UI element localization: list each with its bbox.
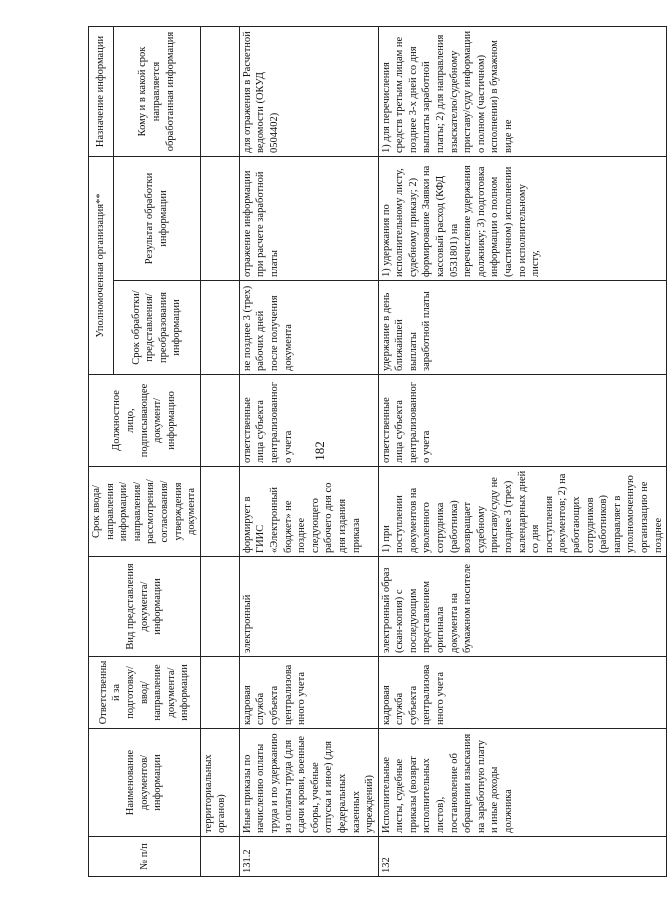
cell-num: 131.2: [239, 837, 378, 877]
documents-table: [88, 26, 667, 877]
cell-responsible: кадровая служба субъекта централизованного учета: [239, 657, 378, 729]
cell-official: ответственные лица субъекта централизованного учета: [378, 375, 666, 467]
cell-deadline: 1) при поступлении документов на уволенного сотрудника (работника) возвращает судебному приставу/суду не позднее 3 (трех) календарных дней со дня поступления документов; 2) на работающих сотрудников (работников) направляет в уполномоченную организацию не позднее: [378, 467, 666, 557]
cell-official: ответственные лица субъекта централизованного учета: [239, 375, 378, 467]
cell-purpose-to: 1) для перечисления средств третьим лицам не позднее 3-х дней со дня выплаты заработной платы; 2) для направления взыскателю/судебному приставу/суду информации о полном (частичном) исполнении) в бумажном виде не: [378, 27, 666, 157]
table-row: [239, 27, 378, 877]
cell-org-term: не позднее 3 (трех) рабочих дней после получения документа: [239, 281, 378, 375]
header-org-term: Срок обработки/ представления/ преобразования информации: [114, 281, 201, 375]
header-purpose-group: Назначение информации: [89, 27, 114, 157]
cell-num: 132: [378, 837, 666, 877]
header-row-1: [89, 27, 114, 877]
cell-view: электронный: [239, 557, 378, 657]
cell-view: электронный образ (скан-копия) с последующим представлением оригинала документа на бумажном носителе: [378, 557, 666, 657]
cell-org-result: 1) удержания по исполнительному листу, судебному приказу; 2) формирование Заявки на кассовый расход (КФД 0531801) на перечисление удержания должнику; 3) подготовка информации о полном (частичном) исполнении по исполнительному листу,: [378, 157, 666, 281]
cell-org-term: удержание в день ближайшей выплаты заработной платы: [378, 281, 666, 375]
header-official: Должностное лицо, подписывающее документ/ информацию: [89, 375, 201, 467]
cell-official: [200, 375, 239, 467]
page-number: 182: [312, 441, 327, 461]
header-name: Наименование документов/информации: [89, 729, 201, 837]
cell-org-result: [200, 157, 239, 281]
cell-deadline: формирует в ГИИС «Электронный бюджет» не позднее следующего рабочего дня со дня издания приказа: [239, 467, 378, 557]
header-org-result: Результат обработки информации: [114, 157, 201, 281]
cell-name: Иные приказы по начислению оплаты труда и по удержанию из оплаты труда (для сдачи крови, военные сборы, учебные отпуска и иное) (для федеральных казенных учреждений): [239, 729, 378, 837]
cell-purpose-to: [200, 27, 239, 157]
cell-num: [200, 837, 239, 877]
table-row: [200, 27, 239, 877]
header-responsible: Ответственный за подготовку/ ввод/ направление документа/ информации: [89, 657, 201, 729]
cell-org-term: [200, 281, 239, 375]
cell-name: Исполнительные листы, судебные приказы (возврат исполнительных листов), постановление об обращении взыскания на заработную плату и иные доходы должника: [378, 729, 666, 837]
cell-responsible: [200, 657, 239, 729]
cell-deadline: [200, 467, 239, 557]
cell-org-result: отражение информации при расчете заработной платы: [239, 157, 378, 281]
table-row: [378, 27, 666, 877]
cell-responsible: кадровая служба субъекта централизованного учета: [378, 657, 666, 729]
header-view: Вид представления документа/ информации: [89, 557, 201, 657]
rotated-table-container: [88, 27, 664, 877]
cell-view: [200, 557, 239, 657]
cell-purpose-to: для отражения в Расчетной ведомости (ОКУД 0504402): [239, 27, 378, 157]
header-num: № п/п: [89, 837, 201, 877]
header-purpose-to: Кому и в какой срок направляется обработанная информация: [114, 27, 201, 157]
cell-name: территориальных органов): [200, 729, 239, 837]
header-deadline: Срок ввода/ направления информации/ направления/ рассмотрения/ согласования/ утверждения документа: [89, 467, 201, 557]
header-org-group: Уполномоченная организация**: [89, 157, 114, 375]
